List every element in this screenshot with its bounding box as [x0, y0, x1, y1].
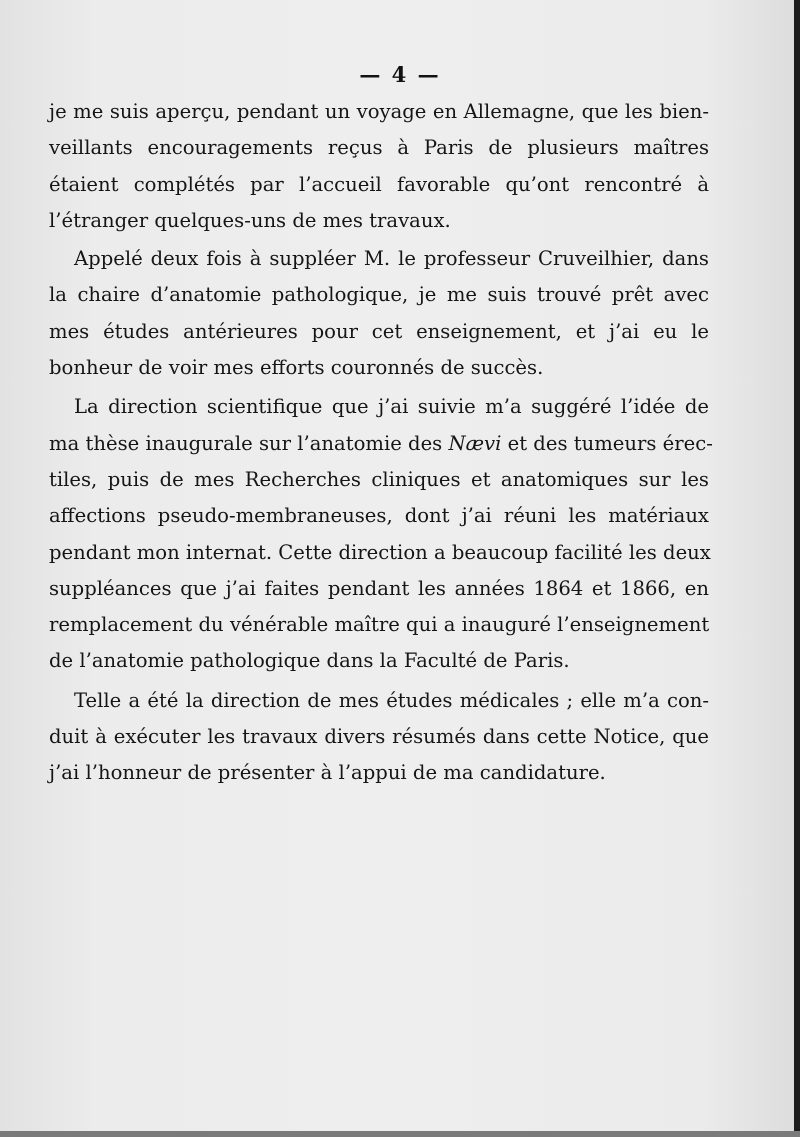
text-line: Telle a été la direction de mes études médicales ; elle m’a con-	[74, 688, 709, 712]
text-line: mes études antérieures pour cet enseignement, et j’ai eu le	[49, 319, 709, 343]
text-line: étaient complétés par l’accueil favorable qu’ont rencontré à	[49, 172, 709, 196]
text-line: pendant mon internat. Cette direction a beaucoup facilité les deux	[49, 540, 711, 564]
text-line: tiles, puis de mes Recherches cliniques et anatomiques sur les	[49, 467, 709, 491]
paragraph-2	[49, 241, 709, 386]
text-line: La direction scientifique que j’ai suivie m’a suggéré l’idée de	[74, 395, 709, 419]
text-line: je me suis aperçu, pendant un voyage en Allemagne, que les bien-	[49, 100, 709, 123]
text-line: remplacement du vénérable maître qui a inauguré l’enseignement	[49, 613, 710, 637]
paragraph-4	[49, 683, 709, 792]
text-line: veillants encouragements reçus à Paris de plusieurs maîtres	[49, 136, 709, 160]
italic-term: Nævi	[448, 431, 502, 455]
text-line: bonheur de voir mes efforts couronnés de succès.	[49, 356, 544, 380]
text-line: la chaire d’anatomie pathologique, je me suis trouvé prêt avec	[49, 283, 709, 307]
text-line: l’étranger quelques-uns de mes travaux.	[49, 208, 451, 232]
page-edge-shadow	[794, 0, 800, 1137]
page-bottom-edge	[0, 1131, 800, 1137]
paragraph-1	[49, 94, 709, 239]
text-line: affections pseudo-membraneuses, dont j’ai réuni les matériaux	[49, 504, 709, 528]
text-line: de l’anatomie pathologique dans la Faculté de Paris.	[49, 649, 570, 673]
text-line: j’ai l’honneur de présenter à l’appui de ma candidature.	[49, 761, 606, 785]
paragraph-3	[49, 389, 713, 679]
text-segment: et des tumeurs érec-	[507, 431, 713, 455]
text-segment: ma thèse inaugurale sur l’anatomie des	[49, 431, 443, 455]
text-line-with-italic	[49, 426, 713, 462]
page-number: — 4 —	[359, 62, 441, 87]
text-line: suppléances que j’ai faites pendant les années 1864 et 1866, en	[49, 576, 709, 600]
text-line: duit à exécuter les travaux divers résumés dans cette Notice, que	[49, 725, 709, 749]
main-text	[49, 94, 713, 792]
text-line: Appelé deux fois à suppléer M. le professeur Cruveilhier, dans	[74, 247, 709, 271]
